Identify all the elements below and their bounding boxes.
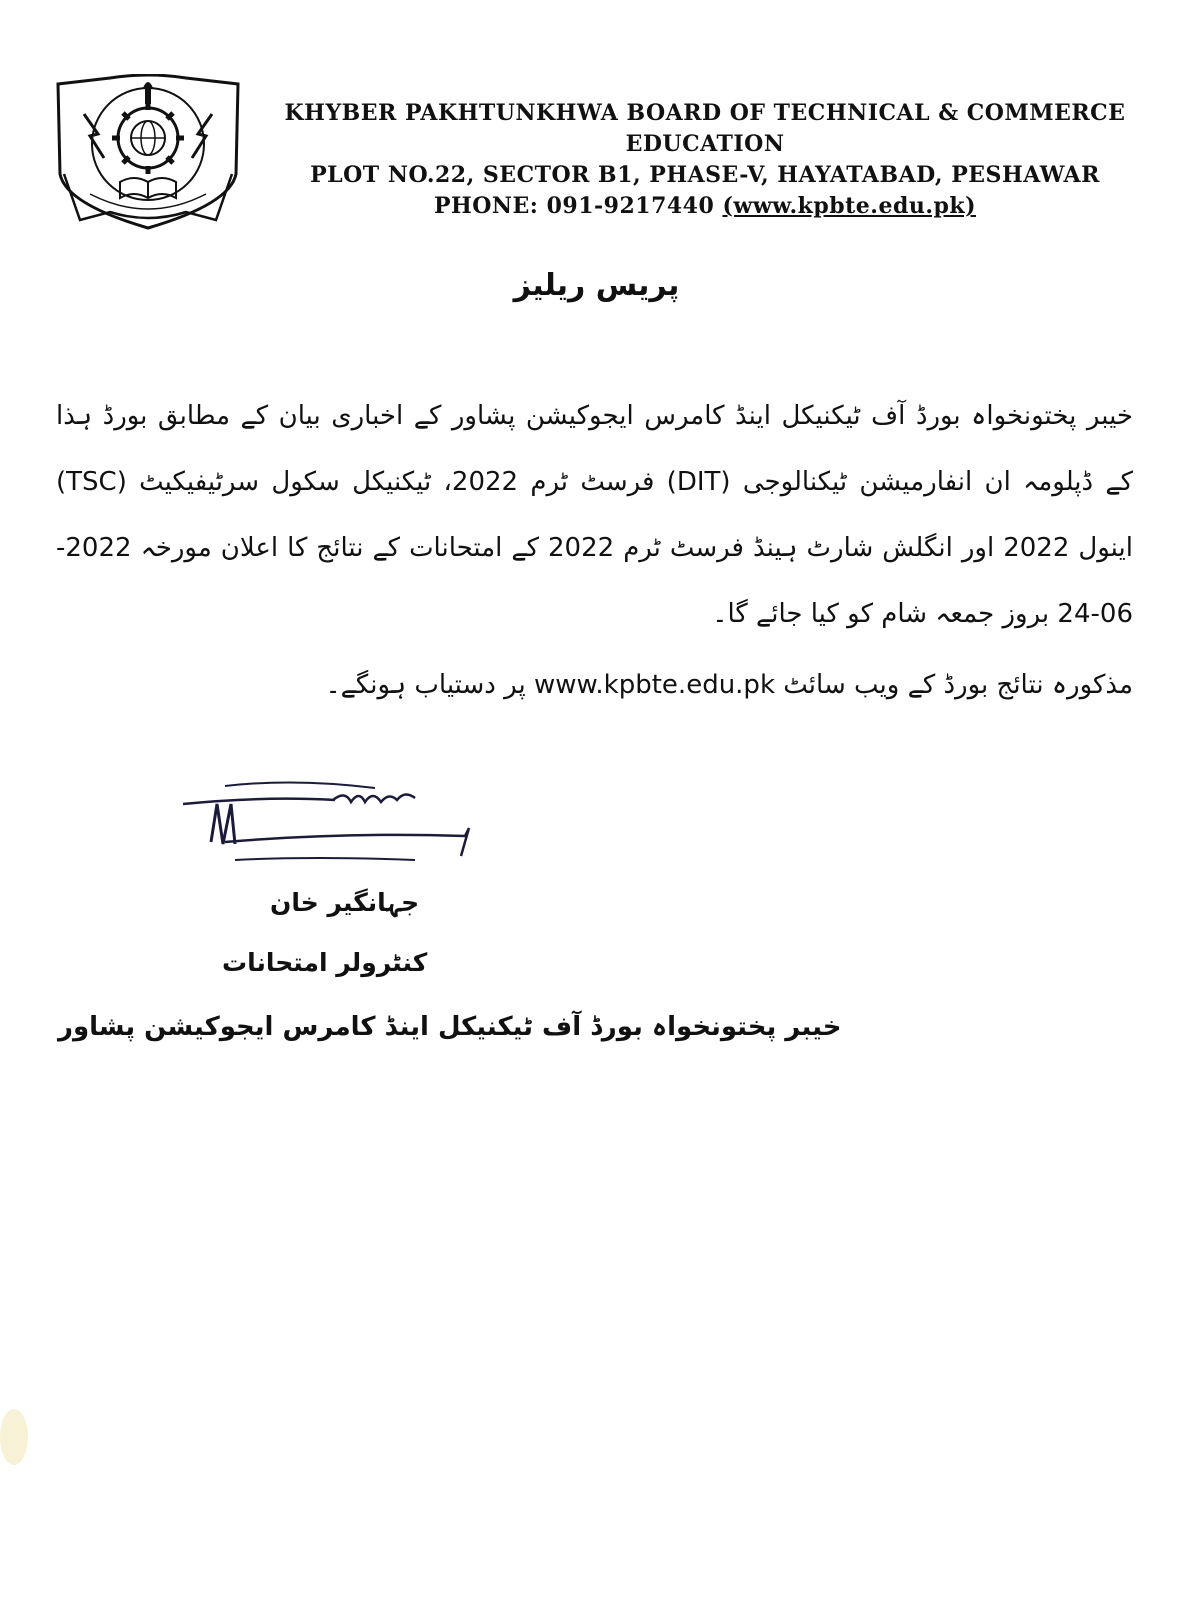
board-logo xyxy=(50,74,245,234)
page-title: پریس ریلیز xyxy=(513,268,680,303)
board-phone: PHONE: 091-9217440 xyxy=(433,193,723,219)
signatory-name: جہانگیر خان xyxy=(270,888,420,917)
board-emblem-icon xyxy=(50,74,245,234)
signatory-designation: کنٹرولر امتحانات xyxy=(222,948,428,977)
board-name: KHYBER PAKHTUNKHWA BOARD OF TECHNICAL & COMMERCE EDUCATION xyxy=(284,100,1126,157)
board-website-link[interactable]: (www.kpbte.edu.pk) xyxy=(722,193,977,219)
letterhead xyxy=(280,98,1130,222)
board-address: PLOT NO.22, SECTOR B1, PHASE-V, HAYATABAD, PESHAWAR xyxy=(310,162,1100,188)
board-contact xyxy=(280,191,1130,222)
press-release-paragraph: خیبر پختونخواہ بورڈ آف ٹیکنیکل اینڈ کامرس ایجوکیشن پشاور کے اخباری بیان کے مطابق بورڈ ہذا کے ڈپلومہ ان انفارمیشن ٹیکنالوجی (DIT) فرسٹ ٹرم 2022، ٹیکنیکل سکول سرٹیفیکیٹ (TSC) اینول 2022 اور انگلش شارٹ ہینڈ فرسٹ ٹرم 2022 کے امتحانات کے نتائج کا اعلان مورخہ 2022-06-24 بروز جمعہ شام کو کیا جائے گا۔ xyxy=(56,401,1133,629)
results-availability-paragraph: مذکورہ نتائج بورڈ کے ویب سائٹ www.kpbte.edu.pk پر دستیاب ہونگے۔ xyxy=(325,670,1133,700)
paper-stain xyxy=(0,1405,40,1470)
signature xyxy=(175,780,495,890)
signatory-organization: خیبر پختونخواہ بورڈ آف ٹیکنیکل اینڈ کامرس ایجوکیشن پشاور xyxy=(58,1012,842,1042)
